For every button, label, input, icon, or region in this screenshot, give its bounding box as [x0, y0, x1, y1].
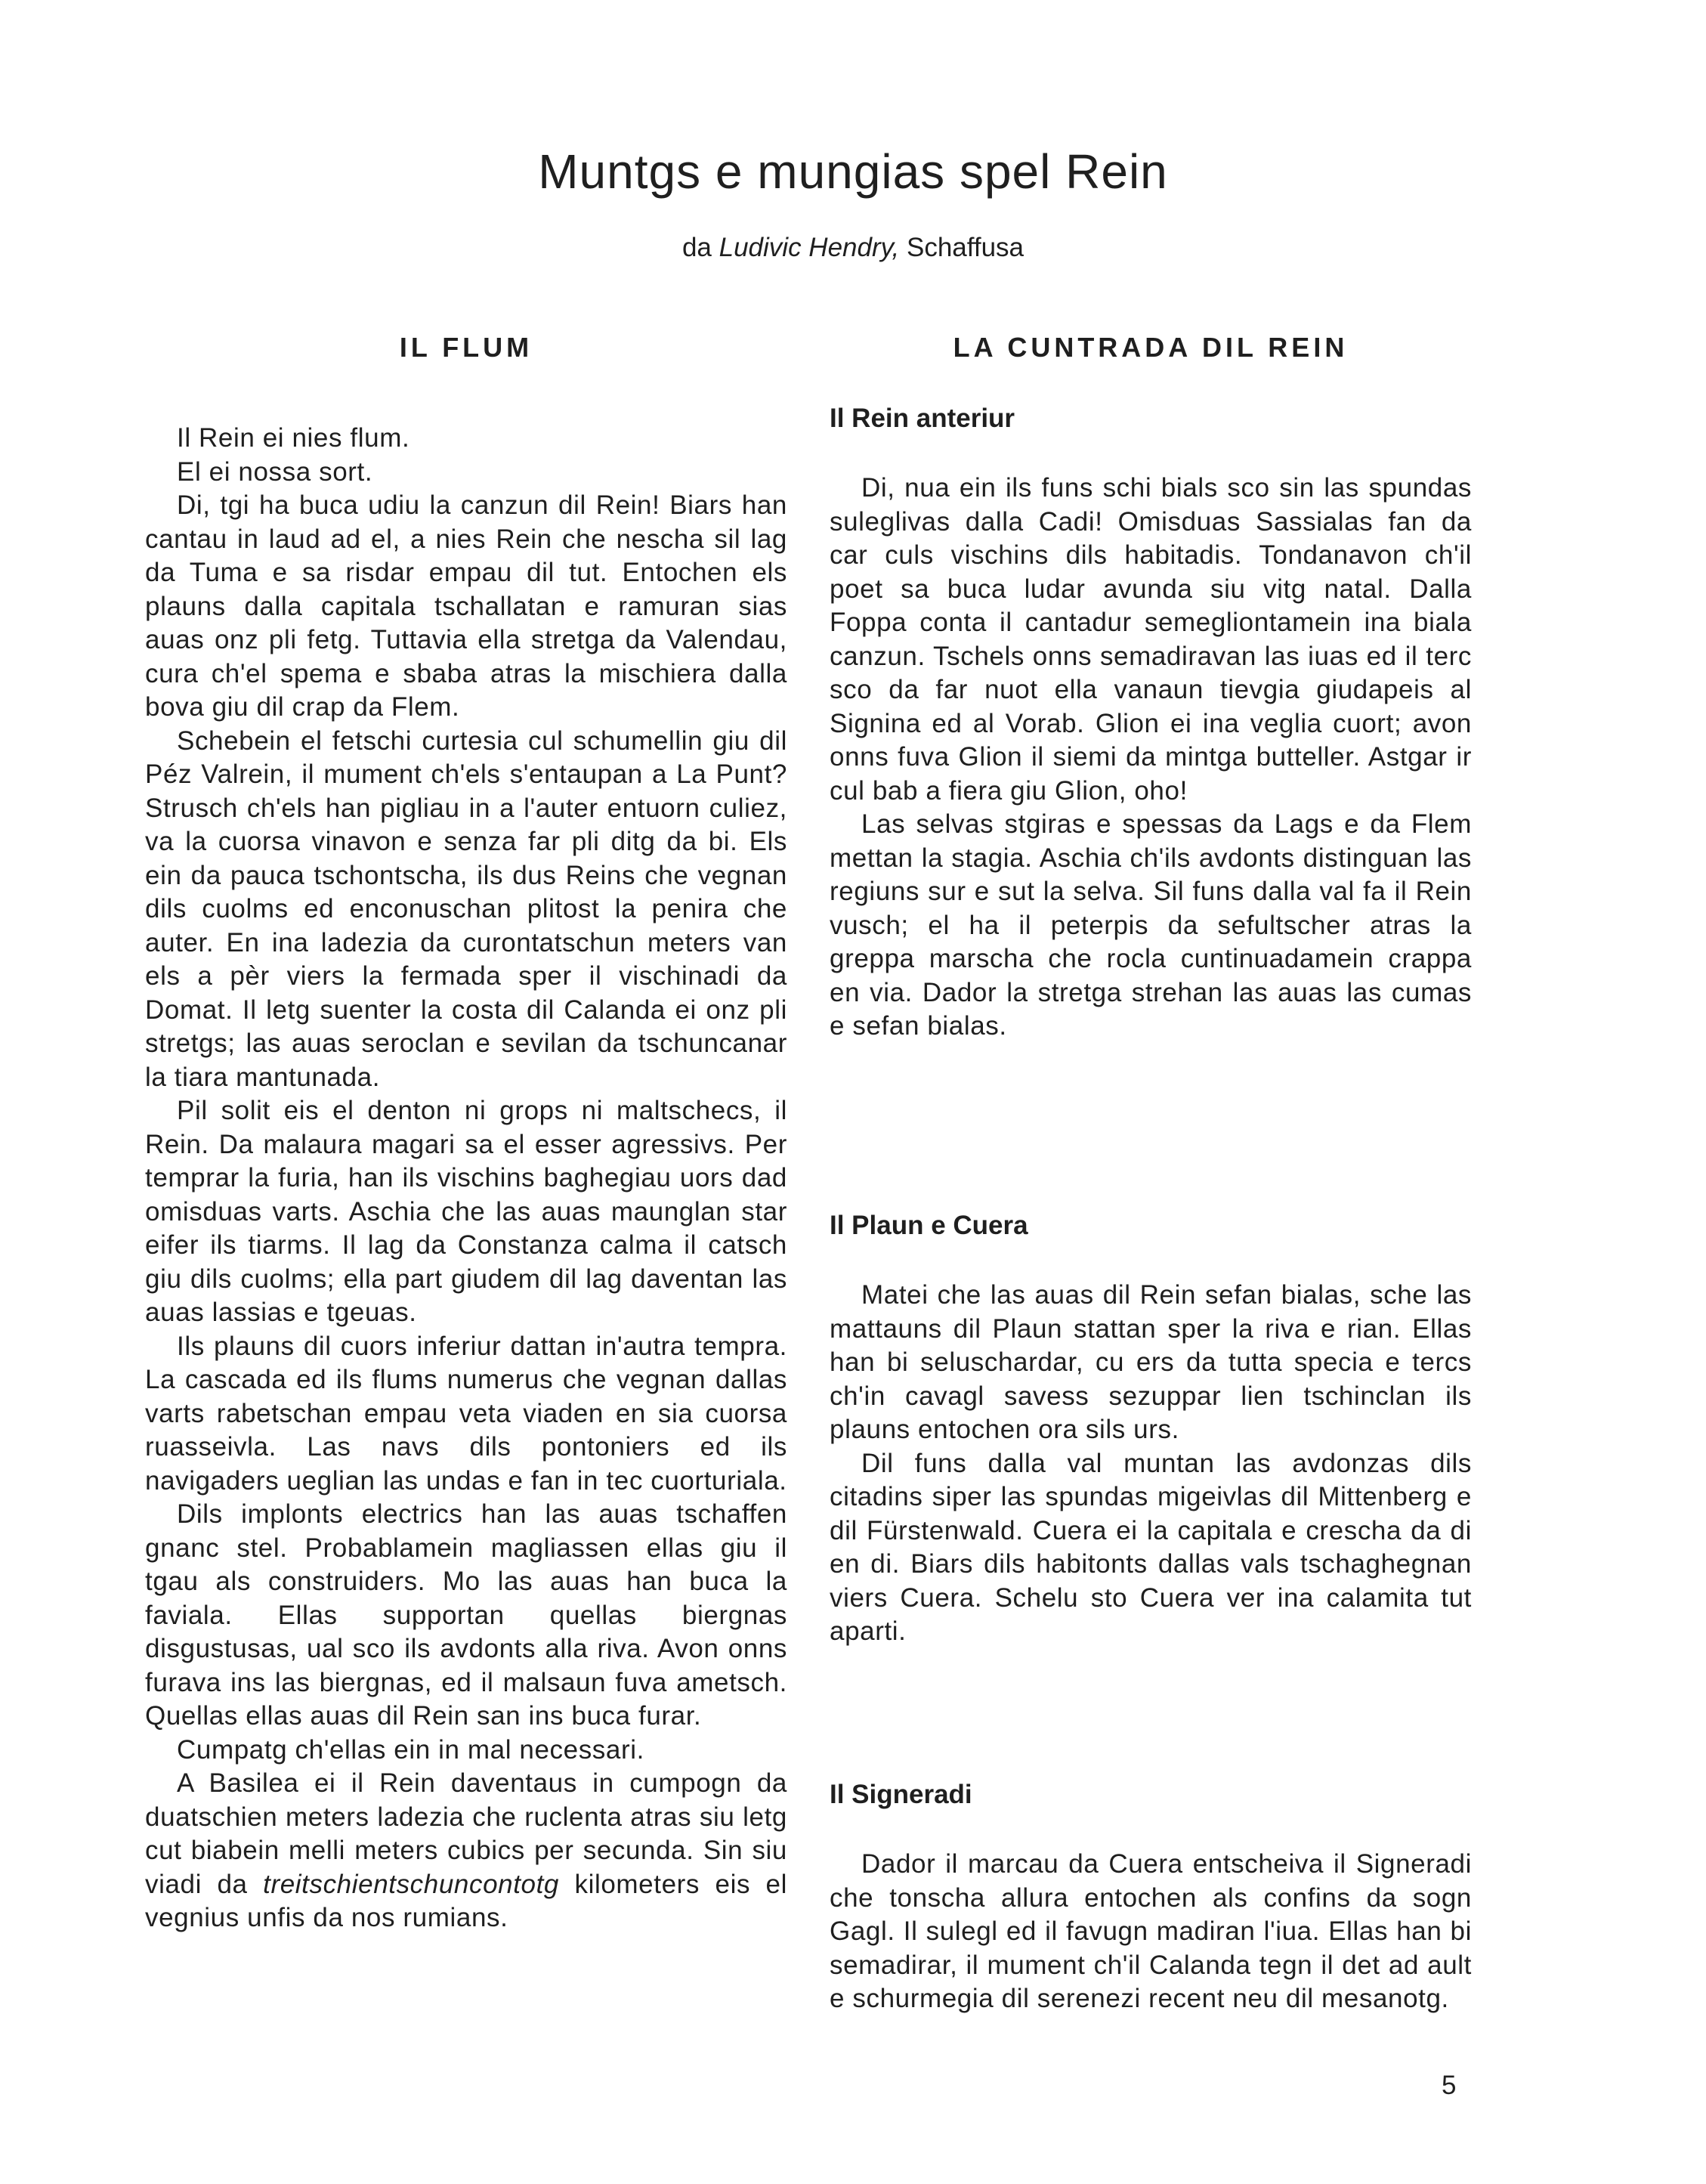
left-body	[145, 422, 787, 1935]
paragraph: Pil solit eis el denton ni grops ni maltschecs, il Rein. Da malaura magari sa el esser agressivs. Per temprar la furia, han ils vischins baghegiau uors dad omisduas varts. Aschia che las auas maunglan star eifer ils tiarms. Il lag da Constanza calma il catsch giu dils cuolms; ella part giudem dil lag daventan las auas lassias e tgeuas.	[145, 1096, 787, 1327]
paragraph: Las selvas stgiras e spessas da Lags e da Flem mettan la stagia. Aschia ch'ils avdonts distinguan las regiuns sur e sut la selva. Sil funs dalla val fa il Rein vusch; el ha il peterpis da sefultscher atras la greppa marscha che rocla cuntinuadamein crappa en via. Dador la stretga strehan las auas las cumas e sefan bialas.	[830, 809, 1472, 1041]
paragraph: Schebein el fetschi curtesia cul schumellin giu dil Péz Valrein, il mument ch'els s'entaupan a La Punt? Strusch ch'els han pigliau in a l'auter entuorn culiez, va la cuorsa vinavon e senza far pli ditg da bi. Els ein da pauca tschontscha, ils dus Reins che vegnan dils cuolms ed enconuschan plitost la penira che auter. En ina ladezia da curontatschun meters van els a pèr viers la fermada sper il vischinadi da Domat. Il letg suenter la costa dil Calanda ei onz pli stretgs; las auas seroclan e sevilan da tschuncanar la tiara mantunada.	[145, 725, 787, 1092]
italic-word: treitschientschuncontotg	[263, 1869, 559, 1899]
paragraph: Ils plauns dil cuors inferiur dattan in'autra tempra. La cascada ed ils flums numerus che vegnan dallas varts rabetschan empau veta viaden en sia cuorsa ruasseivla. Las navs dils pontoniers ed ils navigaders ueglian las undas e fan in tec cuorturiala.	[145, 1331, 787, 1496]
subsection-title: Il Signeradi	[830, 1780, 972, 1809]
paragraph: Cumpatg ch'ellas ein in mal necessari.	[177, 1734, 644, 1765]
subsection-body	[830, 472, 1472, 1044]
paragraph-text: A Basilea ei il Rein daventaus in cumpogn da duatschien meters ladezia che ruclenta atras siu letg cut biabein melli meters cubics per secunda. Sin siu viadi da	[145, 1768, 787, 1899]
paragraph-tail: kilometers eis el vegnius unfis da nos rumians.	[145, 1869, 787, 1932]
left-column	[145, 331, 787, 1935]
paragraph: Matei che las auas dil Rein sefan bialas, sche las mattauns dil Plaun stattan sper la riva e rian. Ellas han bi seluschardar, cu ers da tutta specia e tercs ch'in cavagl savess sezuppar lien tschinclan ils plauns entochen ora sils urs.	[830, 1280, 1472, 1444]
byline-prefix: da	[681, 233, 712, 262]
subsection-signeradi	[830, 1778, 1472, 2016]
subsection-plaun-cuera	[830, 1209, 1472, 1649]
paragraph: Di, nua ein ils funs schi bials sco sin las spundas suleglivas dalla Cadi! Omisduas Sassialas fan da car culs vischins dils habitadis. Tondanavon ch'il poet sa buca ludar avunda siu vitg natal. Dalla Foppa conta il cantadur semegliontamein ina biala canzun. Tschels onns semadiravan las iuas ed il terc sco da far nuot ella vanaun tievgia giudapeis al Signina ed al Vorab. Glion ei ina veglia cuort; avon onns fuva Glion il siemi da mintga butteller. Astgar ir cul bab a fiera giu Glion, oho!	[830, 473, 1472, 806]
paragraph: Dador il marcau da Cuera entscheiva il Signeradi che tonscha allura entochen als confins da sogn Gagl. Il sulegl ed il favugn madiran l'iua. Ellas han bi semadirar, il mument ch'il Calanda tegn il det ad ault e schurmegia dil serenezi recent neu dil mesanotg.	[830, 1849, 1472, 2013]
paragraph: Di, tgi ha buca udiu la canzun dil Rein! Biars han cantau in laud ad el, a nies Rein che nescha sil lag da Tuma e sa risdar empau dil tut. Entochen els plauns dalla capitala tschallatan e ramuran sias auas onz pli fetg. Tuttavia ella stretga da Valendau, cura ch'el spema e sbaba atras la mischiera dalla bova giu dil crap da Flem.	[145, 490, 787, 722]
article-title: Muntgs e mungias spel Rein	[538, 144, 1168, 199]
subsection-body	[830, 1279, 1472, 1649]
byline	[0, 233, 1706, 263]
paragraph: El ei nossa sort.	[177, 456, 373, 487]
paragraph: Dil funs dalla val muntan las avdonzas dils citadins siper las spundas migeivlas dil Mittenberg e dil Fürstenwald. Cuera ei la capitala e crescha da di en di. Biars dils habitonts dallas vals tschaghegnan viers Cuera. Schelu sto Cuera ver ina calamita tut aparti.	[830, 1448, 1472, 1646]
byline-place: Schaffusa	[907, 233, 1025, 262]
paragraph: Dils implonts electrics han las auas tschaffen gnanc stel. Probablamein magliassen ellas giu il tgau als construiders. Mo las auas han buca la faviala. Ellas supportan quellas biergnas disgustusas, ual sco ils avdonts alla riva. Avon onns furava ins las biergnas, ed il malsaun fuva ametsch. Quellas ellas auas dil Rein san ins buca furar.	[145, 1499, 787, 1731]
subsection-rein-anteriur	[830, 402, 1472, 1044]
paragraph: Il Rein ei nies flum.	[177, 423, 410, 453]
byline-author: Ludivic Hendry,	[719, 233, 900, 262]
subsection-title: Il Rein anteriur	[830, 404, 1015, 433]
paragraph-last	[145, 1767, 787, 1935]
page-number: 5	[1442, 2071, 1457, 2100]
subsection-body	[830, 1848, 1472, 2016]
right-column	[830, 331, 1472, 2013]
section-heading-il-flum: IL FLUM	[399, 332, 533, 363]
section-heading-la-cuntrada: LA CUNTRADA DIL REIN	[953, 332, 1349, 363]
subsection-title: Il Plaun e Cuera	[830, 1211, 1028, 1240]
